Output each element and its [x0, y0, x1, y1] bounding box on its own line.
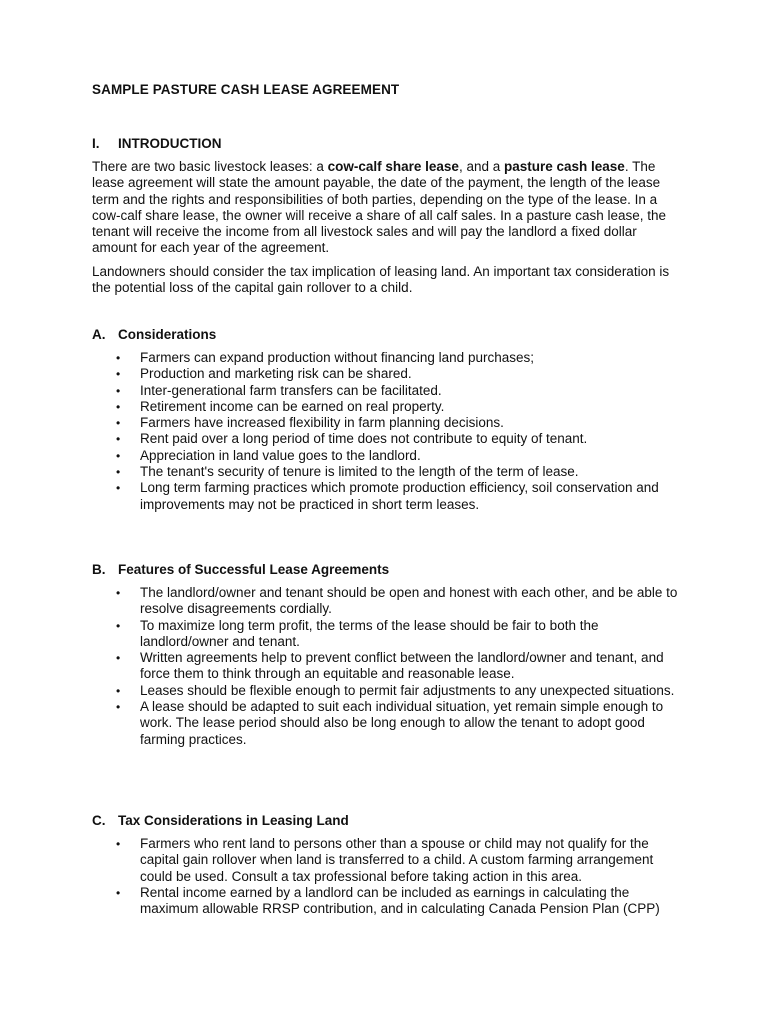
list-item-text: Written agreements help to prevent conflict between the landlord/owner and tenant, and force them to think through an equitable and reasonable lease. — [140, 650, 664, 682]
list-item-text: Rental income earned by a landlord can be included as earnings in calculating the maximum allowable RRSP contribution, and in calculating Canada Pension Plan (CPP) — [140, 884, 660, 917]
emphasis-cow-calf-share-lease: cow-calf share lease — [327, 159, 459, 174]
list-item — [0, 366, 685, 382]
bullet-icon: • — [116, 586, 121, 600]
bullet-icon: • — [116, 700, 121, 715]
list-item — [0, 350, 685, 366]
list-item-text: Rent paid over a long period of time does not contribute to equity of tenant. — [140, 431, 588, 447]
list-item — [0, 431, 685, 447]
paragraph-text: , and a — [458, 159, 504, 174]
list-item — [0, 699, 685, 748]
section-title: Features of Successful Lease Agreements — [118, 562, 390, 577]
list-item-text: To maximize long term profit, the terms of the lease should be fair to both the landlord/owner and tenant. — [140, 617, 599, 649]
list-item-text: Inter-generational farm transfers can be facilitated. — [140, 382, 442, 398]
bullet-icon: • — [116, 367, 121, 382]
considerations-list — [0, 350, 770, 513]
bullet-icon: • — [116, 416, 121, 431]
bullet-icon: • — [116, 351, 121, 365]
document-title: SAMPLE PASTURE CASH LEASE AGREEMENT — [92, 82, 400, 97]
section-number: C. — [92, 813, 106, 828]
list-item-text: Farmers who rent land to persons other than a spouse or child may not qualify for the capital gain rollover when land is transferred to a child. A custom farming arrangement could be used. Consult a tax professional before taking action in this area. — [140, 836, 654, 884]
list-item — [0, 383, 685, 399]
bullet-icon: • — [116, 448, 121, 463]
list-item-text: The landlord/owner and tenant should be open and honest with each other, and be able to resolve disagreements cordially. — [140, 585, 678, 617]
section-title: INTRODUCTION — [118, 136, 222, 151]
bullet-icon: • — [116, 383, 121, 398]
bullet-icon: • — [116, 683, 121, 698]
considerations-heading — [92, 327, 216, 342]
section-number: I. — [92, 136, 100, 151]
list-item-text: Retirement income can be earned on real property. — [140, 398, 445, 414]
bullet-icon: • — [116, 481, 121, 496]
introduction-paragraph-2: Landowners should consider the tax implication of leasing land. An important tax consideration is the potential loss of the capital gain rollover to a child. — [92, 264, 670, 296]
list-item — [0, 618, 685, 651]
bullet-icon: • — [116, 651, 121, 666]
list-item — [0, 464, 685, 480]
features-list — [0, 585, 770, 748]
bullet-icon: • — [116, 399, 121, 414]
introduction-paragraph-1 — [92, 159, 682, 257]
list-item-text: Farmers have increased flexibility in farm planning decisions. — [140, 415, 504, 431]
list-item — [0, 683, 685, 699]
list-item-text: Production and marketing risk can be shared. — [140, 366, 412, 382]
tax-considerations-list — [0, 836, 770, 917]
list-item — [0, 650, 685, 683]
emphasis-pasture-cash-lease: pasture cash lease — [503, 159, 625, 174]
list-item — [0, 836, 685, 885]
section-title: Considerations — [118, 327, 217, 342]
list-item — [0, 448, 685, 464]
bullet-icon: • — [116, 618, 121, 633]
list-item — [0, 480, 685, 513]
list-item-text: Appreciation in land value goes to the landlord. — [140, 447, 421, 463]
bullet-icon: • — [116, 837, 121, 851]
list-item-text: A lease should be adapted to suit each individual situation, yet remain simple enough to work. The lease period should also be long enough to allow the tenant to adopt good farming practices. — [140, 699, 664, 747]
list-item-text: The tenant's security of tenure is limited to the length of the term of lease. — [140, 464, 579, 480]
list-item — [0, 585, 685, 618]
features-heading — [92, 562, 389, 577]
list-item-text: Leases should be flexible enough to permit fair adjustments to any unexpected situations. — [140, 682, 675, 698]
paragraph-text: There are two basic livestock leases: a — [92, 159, 328, 174]
list-item-text: Long term farming practices which promote production efficiency, soil conservation and improvements may not be practiced in short term leases. — [140, 480, 659, 512]
section-number: B. — [92, 562, 106, 577]
bullet-icon: • — [116, 432, 121, 447]
section-number: A. — [92, 327, 106, 342]
bullet-icon: • — [116, 885, 121, 900]
list-item — [0, 885, 685, 918]
list-item-text: Farmers can expand production without financing land purchases; — [140, 350, 534, 365]
list-item — [0, 415, 685, 431]
tax-considerations-heading — [92, 813, 349, 828]
paragraph-text: . The lease agreement will state the amount payable, the date of the payment, the length of the lease term and the rights and responsibilities of both parties, depending on the type of the lease. In a cow-calf share lease, the owner will receive a share of all calf sales. In a pasture cash lease, the tenant will receive the income from all livestock sales and will pay the landlord a fixed dollar amount for each year of the agreement. — [92, 159, 667, 256]
bullet-icon: • — [116, 465, 121, 480]
section-title: Tax Considerations in Leasing Land — [118, 813, 349, 828]
list-item — [0, 399, 685, 415]
introduction-heading — [92, 136, 222, 151]
